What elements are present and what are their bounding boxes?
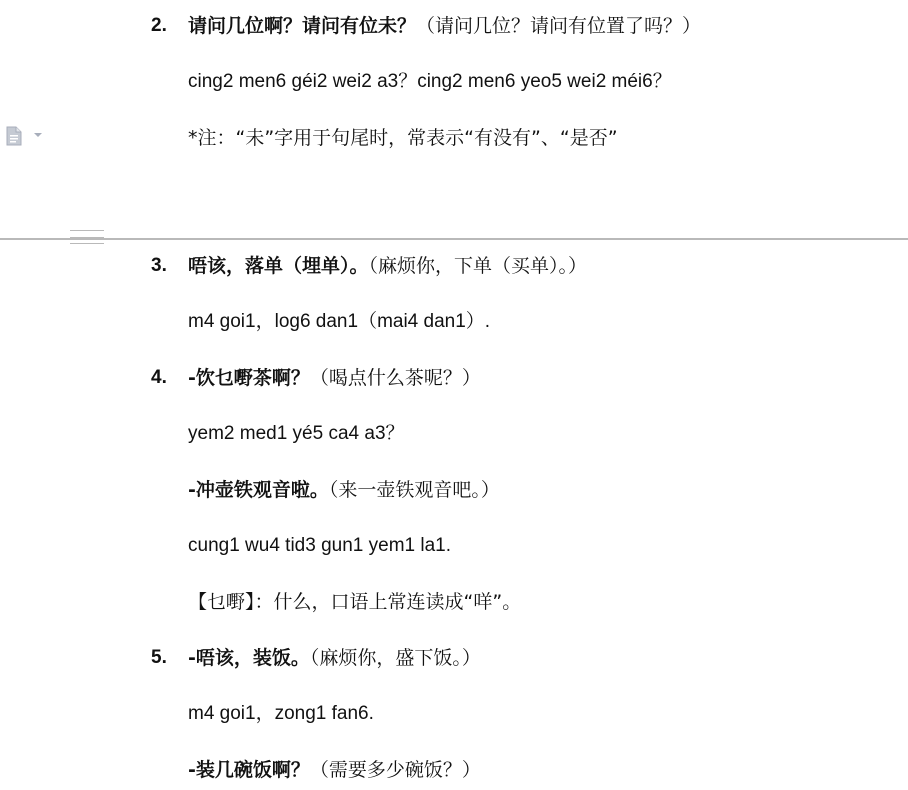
note-line: *注：“未”字用于句尾时，常表示“有没有”、“是否” xyxy=(188,127,618,149)
phrase-line xyxy=(188,14,701,38)
note-line: 【乜嘢】：什么，口语上常连读成“咩”。 xyxy=(188,591,522,613)
romanization-line: m4 goi1，zong1 fan6. xyxy=(188,703,374,724)
item-number: 2. xyxy=(151,15,167,36)
phrase-line xyxy=(188,366,481,390)
romanization-line: yem2 med1 yé5 ca4 a3？ xyxy=(188,423,405,444)
phrase-gloss: （麻烦你，下单（买单）。） xyxy=(368,255,588,277)
item-number: 5. xyxy=(151,647,167,668)
phrase-line xyxy=(188,758,481,782)
phrase-line xyxy=(188,478,500,502)
phrase-gloss: （麻烦你，盛下饭。） xyxy=(309,647,481,669)
document-paragraph-icon[interactable] xyxy=(6,126,22,146)
romanization-line: m4 goi1，log6 dan1（mai4 dan1）. xyxy=(188,311,491,332)
phrase-line xyxy=(188,254,587,278)
phrase-gloss: （来一壶铁观音吧。） xyxy=(328,479,500,501)
phrase-bold: 唔该，落单（埋单）。 xyxy=(188,255,369,277)
phrase-bold: -饮乜嘢茶啊？ xyxy=(188,367,310,389)
item-number: 3. xyxy=(151,255,167,276)
chevron-down-icon[interactable] xyxy=(34,133,42,137)
romanization-line: cung1 wu4 tid3 gun1 yem1 la1. xyxy=(188,535,452,556)
phrase-bold: 请问几位啊？请问有位未？ xyxy=(188,15,417,37)
phrase-gloss: （请问几位？请问有位置了吗？） xyxy=(416,15,702,37)
phrase-gloss: （需要多少碗饭？） xyxy=(309,759,481,781)
phrase-gloss: （喝点什么茶呢？） xyxy=(309,367,481,389)
romanization-line: cing2 men6 géi2 wei2 a3？cing2 men6 yeo5 wei2 méi6？ xyxy=(188,71,672,92)
item-number: 4. xyxy=(151,367,167,388)
phrase-line xyxy=(188,646,481,670)
phrase-bold: -冲壶铁观音啦。 xyxy=(188,479,329,501)
phrase-bold: -装几碗饭啊？ xyxy=(188,759,310,781)
page-break-line xyxy=(0,238,908,240)
phrase-bold: -唔该，装饭。 xyxy=(188,647,310,669)
page-break-marker xyxy=(70,230,104,244)
